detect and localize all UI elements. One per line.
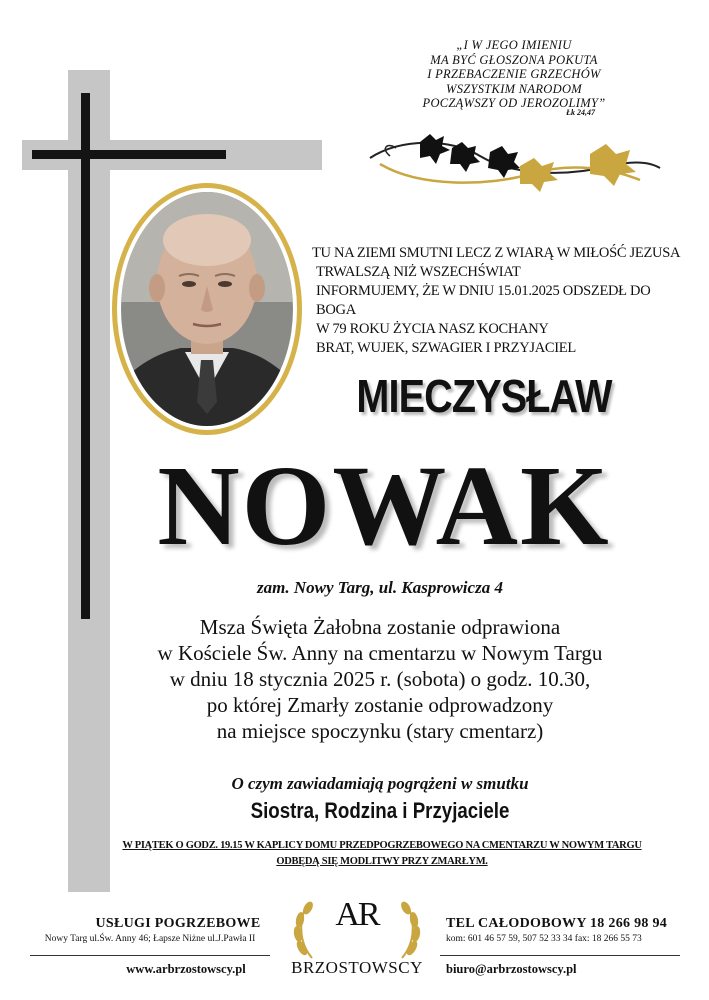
divider — [30, 955, 270, 956]
mass-line: w dniu 18 stycznia 2025 r. (sobota) o godz. 10.30, — [169, 667, 591, 691]
intro-line: TU NA ZIEMI SMUTNI LECZ Z WIARĄ W MIŁOŚĆ JEZUSA — [312, 245, 681, 261]
bible-quote — [400, 38, 628, 111]
intro-line: INFORMUJEMY, ŻE W DNIU 15.01.2025 ODSZEDŁ DO BOGA — [316, 283, 651, 318]
notify-line: O czym zawiadamiają pogrążeni w smutku — [231, 774, 529, 793]
email-link[interactable]: biuro@arbrzostowscy.pl — [446, 962, 577, 976]
mobile-fax-numbers: kom: 601 46 57 59, 507 52 33 34 fax: 18 266 55 73 — [446, 934, 642, 944]
logo-mark: AR — [335, 896, 379, 933]
phone-24h: TEL CAŁODOBOWY 18 266 98 94 — [446, 916, 668, 931]
deceased-first-name: MIECZYSŁAW — [356, 370, 612, 422]
mass-line: na miejsce spoczynku (stary cmentarz) — [216, 719, 544, 743]
quote-line: POCZĄWSZY OD JEROZOLIMY” — [422, 96, 606, 110]
quote-reference: Łk 24,47 — [566, 108, 595, 117]
mourners: Siostra, Rodzina i Przyjaciele — [250, 798, 510, 823]
grapevine-ornament-icon — [360, 128, 680, 200]
quote-line: WSZYSTKIM NARODOM — [445, 81, 582, 96]
quote-line: I PRZEBACZENIE GRZECHÓW — [427, 67, 601, 81]
funeral-services-address: Nowy Targ ul.Św. Anny 46; Łapsze Niżne ul.J.Pawła II — [44, 934, 256, 944]
mass-line: Msza Święta Żałobna zostanie odprawiona — [199, 615, 561, 639]
prayer-line: ODBĘDĄ SIĘ MODLITWY PRZY ZMARŁYM. — [276, 856, 488, 867]
deceased-portrait — [121, 192, 293, 426]
intro-line: BRAT, WUJEK, SZWAGIER I PRZYJACIEL — [316, 340, 576, 356]
intro-line: TRWALSZĄ NIŻ WSZECHŚWIAT — [316, 264, 521, 280]
deceased-address: zam. Nowy Targ, ul. Kasprowicza 4 — [257, 578, 503, 597]
funeral-services-title: USŁUGI POGRZEBOWE — [95, 916, 261, 931]
deceased-last-name: NOWAK — [157, 442, 611, 569]
prayer-notice — [112, 838, 652, 870]
logo-name: BRZOSTOWSCY — [291, 958, 423, 977]
quote-line: MA BYĆ GŁOSZONA POKUTA — [430, 52, 598, 67]
intro-line: W 79 ROKU ŻYCIA NASZ KOCHANY — [316, 321, 549, 337]
funeral-mass-details — [110, 614, 650, 744]
quote-line: „I W JEGO IMIENIU — [456, 38, 572, 52]
announcement-intro — [312, 244, 682, 358]
website-link[interactable]: www.arbrzostowscy.pl — [126, 962, 246, 976]
prayer-line: W PIĄTEK O GODZ. 19.15 W KAPLICY DOMU PRZEDPOGRZEBOWEGO NA CMENTARZU W NOWYM TARGU — [122, 840, 642, 851]
mass-line: w Kościele Św. Anny na cmentarzu w Nowym Targu — [157, 641, 603, 665]
divider — [440, 955, 680, 956]
mass-line: po której Zmarły zostanie odprowadzony — [206, 693, 554, 717]
cross-vertical-bar — [81, 93, 90, 619]
cross-horizontal-bar — [32, 150, 226, 159]
